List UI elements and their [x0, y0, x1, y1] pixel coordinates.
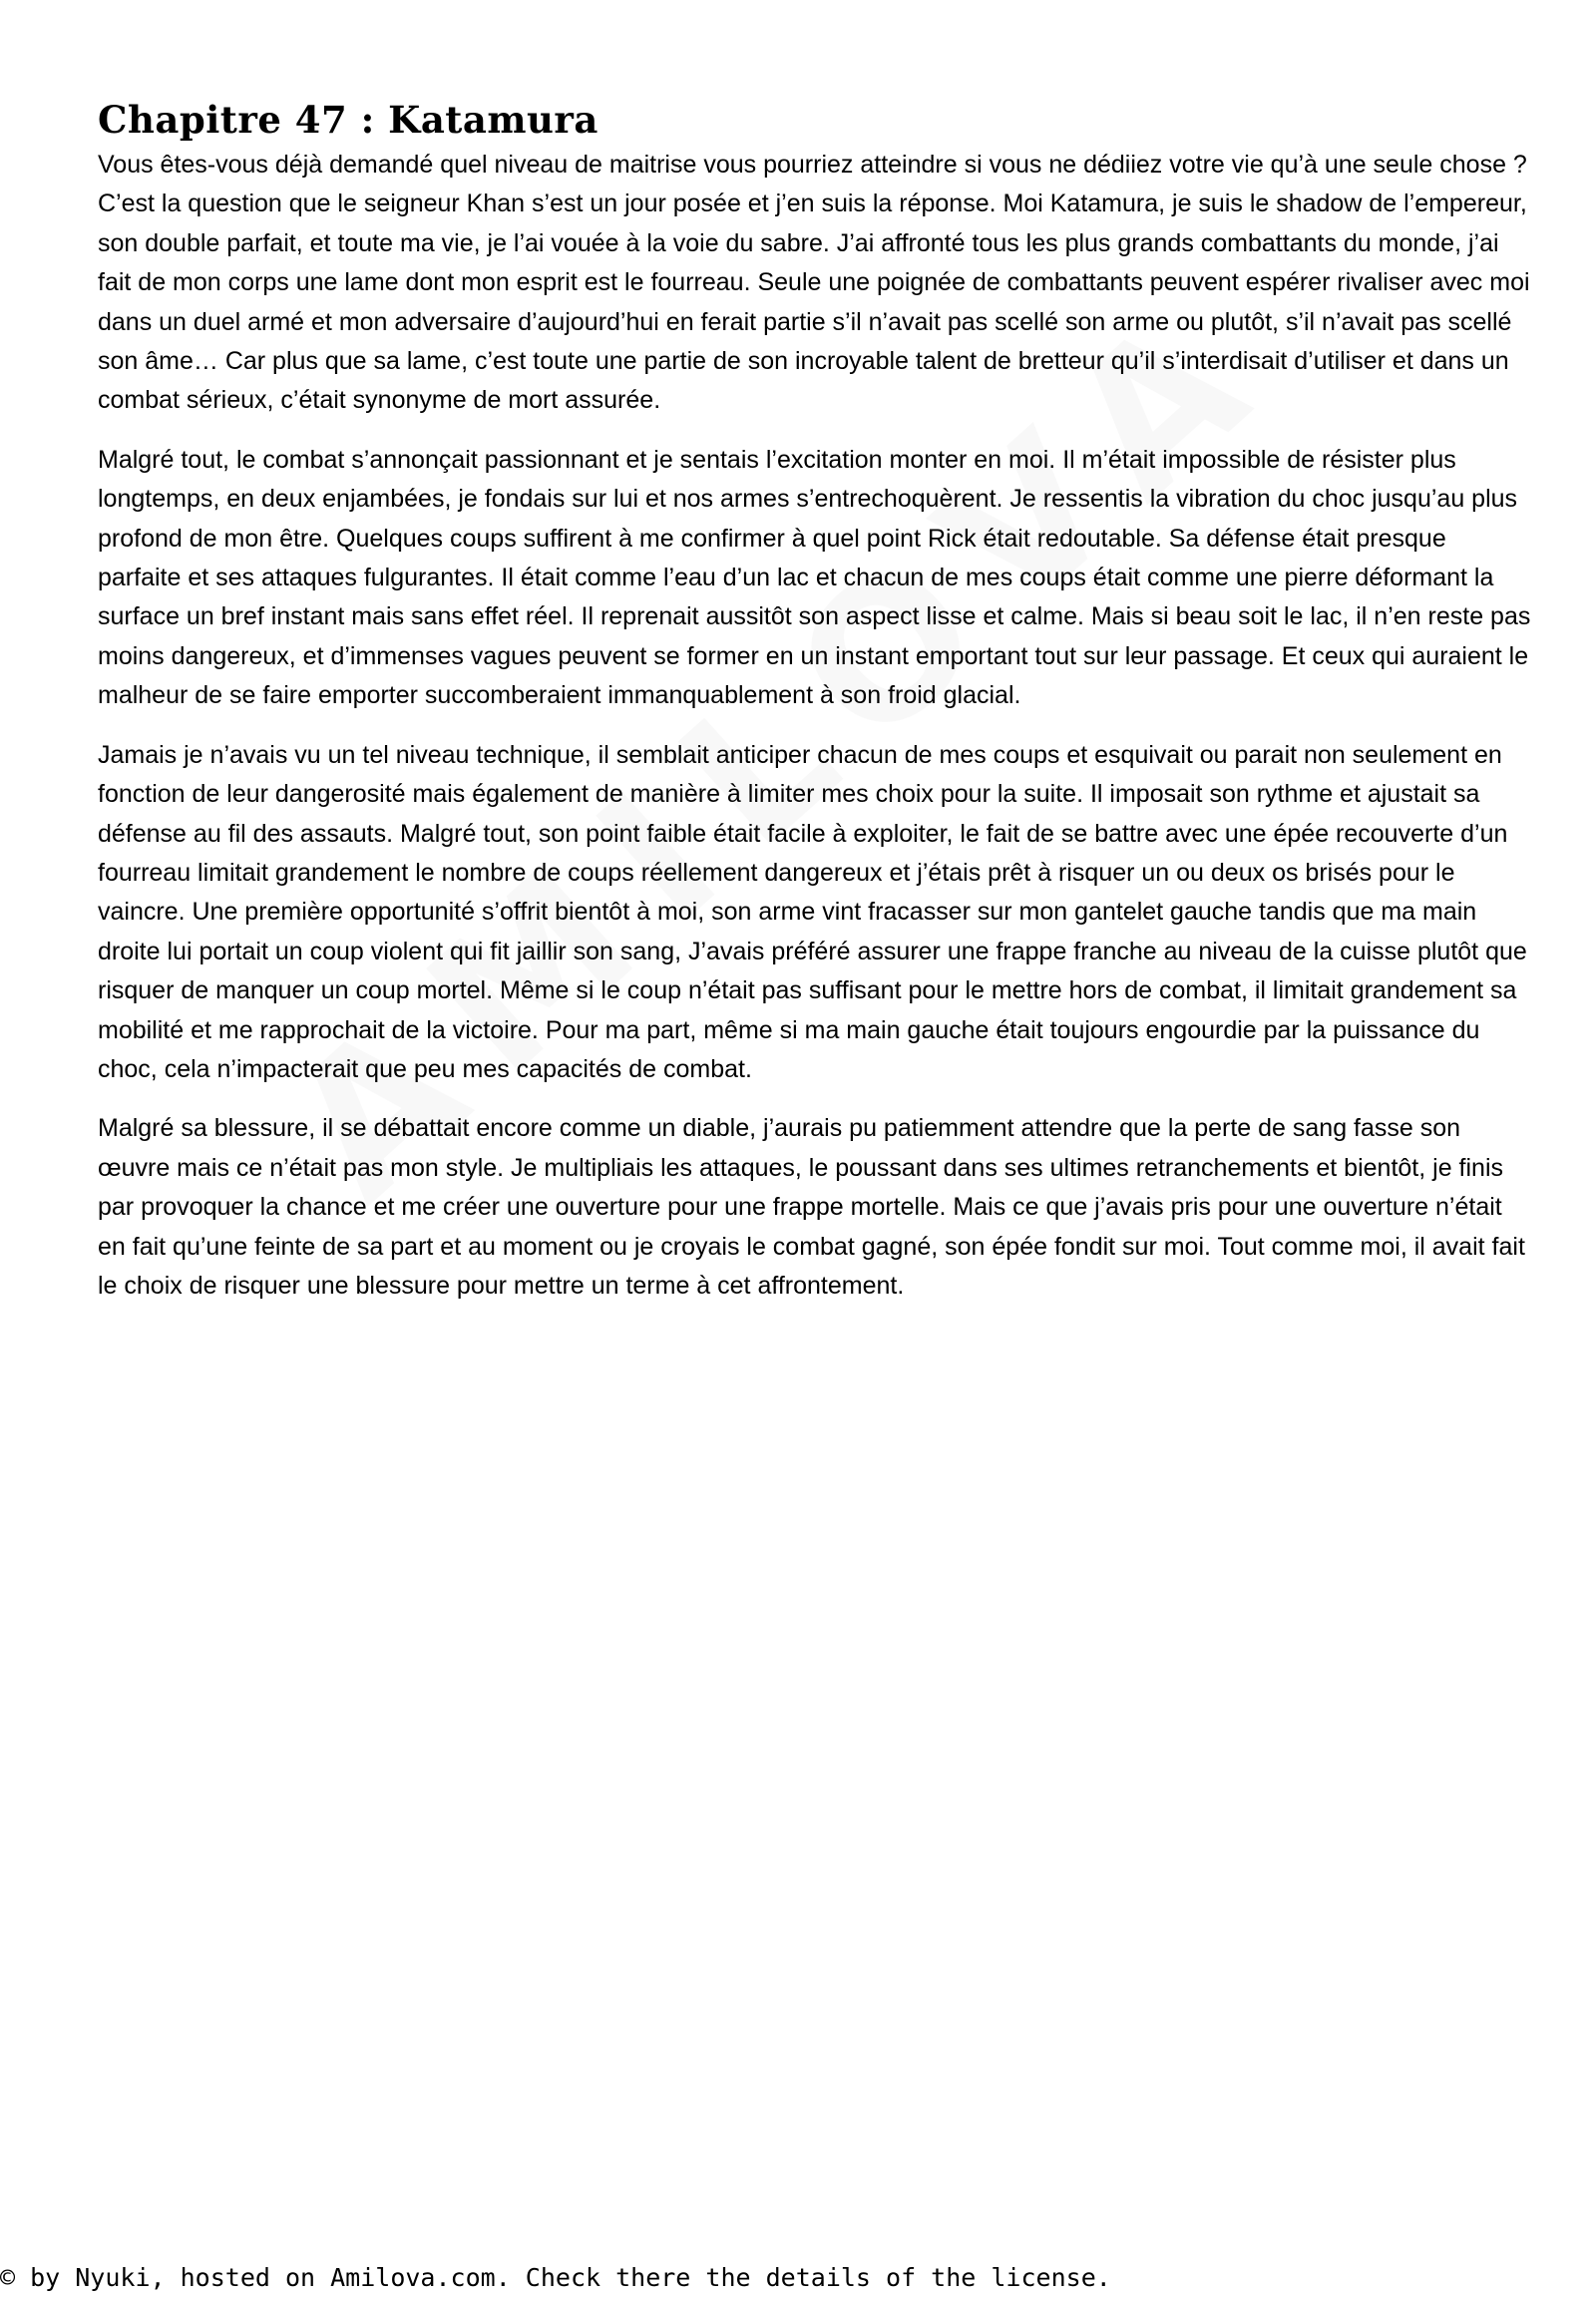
- paragraph-3: Jamais je n’avais vu un tel niveau technique, il semblait anticiper chacun de mes coups et esquivait ou parait non seulement en fonction de leur dangerosité mais également de manière à limiter mes choix pour la suite. Il imposait son rythme et ajustait sa défense au fil des assauts. Malgré tout, son point faible était facile à exploiter, le fait de se battre avec une épée recouverte d’un fourreau limitait grandement le nombre de coups réellement dangereux et j’étais prêt à risquer un ou deux os brisés pour le vaincre. Une première opportunité s’offrit bientôt à moi, son arme vint fracasser sur mon gantelet gauche tandis que ma main droite lui portait un coup violent qui fit jaillir son sang, J’avais préféré assurer une frappe franche au niveau de la cuisse plutôt que risquer de manquer un coup mortel. Même si le coup n’était pas suffisant pour le mettre hors de combat, il limitait grandement sa mobilité et me rapprochait de la victoire. Pour ma part, même si ma main gauche était toujours engourdie par la puissance du choc, cela n’impacterait que peu mes capacités de combat.: [98, 740, 1527, 1083]
- paragraph-1: Vous êtes-vous déjà demandé quel niveau de maitrise vous pourriez atteindre si vous ne dédiiez votre vie qu’à une seule chose ? C’est la question que le seigneur Khan s’est un jour posée et j’en suis la réponse. Moi Katamura, je suis le shadow de l’empereur, son double parfait, et toute ma vie, je l’ai vouée à la voie du sabre. J’ai affronté tous les plus grands combattants du monde, j’ai fait de mon corps une lame dont mon esprit est le fourreau. Seule une poignée de combattants peuvent espérer rivaliser avec moi dans un duel armé et mon adversaire d’aujourd’hui en ferait partie s’il n’avait pas scellé son arme ou plutôt, s’il n’avait pas scellé son âme… Car plus que sa lame, c’est toute une partie de son incroyable talent de bretteur qu’il s’interdisait d’utiliser et dans un combat sérieux, c’était synonyme de mort assurée.: [98, 151, 1530, 415]
- license-footer: © by Nyuki, hosted on Amilova.com. Check there the details of the license.: [0, 2263, 1111, 2292]
- document-body: [98, 96, 1534, 1326]
- paragraph-2: Malgré tout, le combat s’annonçait passionnant et je sentais l’excitation monter en moi. Il m’était impossible de résister plus longtemps, en deux enjambées, je fondais sur lui et nos armes s’entrechoquèrent. Je ressentis la vibration du choc jusqu’au plus profond de mon être. Quelques coups suffirent à me confirmer à quel point Rick était redoutable. Sa défense était presque parfaite et ses attaques fulgurantes. Il était comme l’eau d’un lac et chacun de mes coups était comme une pierre déformant la surface un bref instant mais sans effet réel. Il reprenait aussitôt son aspect lisse et calme. Mais si beau soit le lac, il n’en reste pas moins dangereux, et d’immenses vagues peuvent se former en un instant emportant tout sur leur passage. Et ceux qui auraient le malheur de se faire emporter succomberaient immanquablement à son froid glacial.: [98, 445, 1531, 710]
- chapter-title: Chapitre 47 : Katamura: [98, 98, 598, 142]
- paragraph-4: Malgré sa blessure, il se débattait encore comme un diable, j’aurais pu patiemment attendre que la perte de sang fasse son œuvre mais ce n’était pas mon style. Je multipliais les attaques, le poussant dans ses ultimes retranchements et bientôt, je finis par provoquer la chance et me créer une ouverture pour une frappe mortelle. Mais ce que j’avais pris pour une ouverture n’était en fait qu’une feinte de sa part et au moment ou je croyais le combat gagné, son épée fondit sur moi. Tout comme moi, il avait fait le choix de risquer une blessure pour mettre un terme à cet affrontement.: [98, 1114, 1525, 1300]
